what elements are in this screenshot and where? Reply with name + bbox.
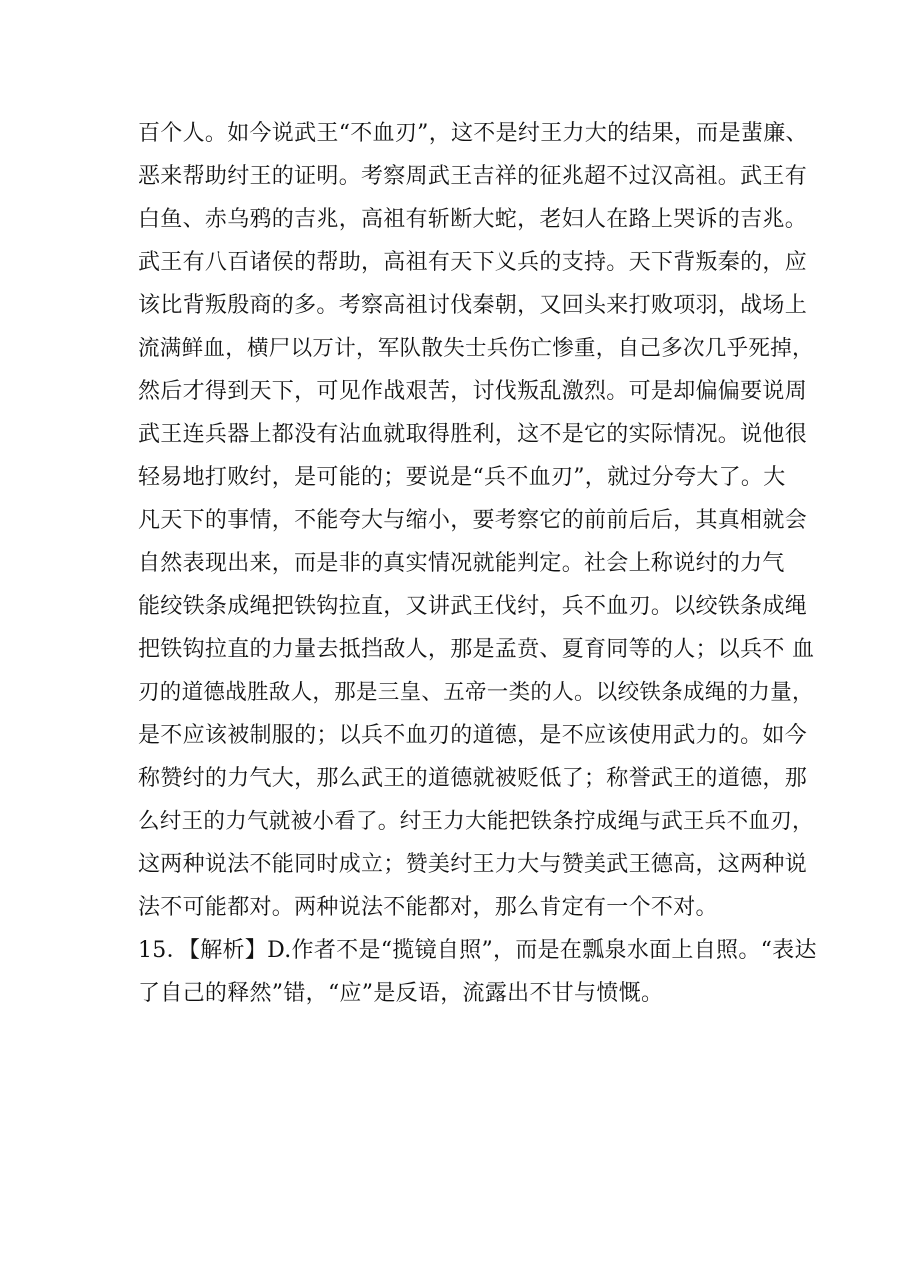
text-line: 武王有八百诸侯的帮助，高祖有天下义兵的支持。天下背叛秦的，应	[138, 250, 808, 275]
document-body	[138, 112, 817, 1015]
text-line: 法不可能都对。两种说法不能都对，那么肯定有一个不对。	[138, 895, 718, 920]
text-line: 凡天下的事情，不能夸大与缩小，要考察它的前前后后，其真相就会	[138, 508, 808, 533]
text-line: 能绞铁条成绳把铁钩拉直，又讲武王伐纣，兵不血刃。以绞铁条成绳	[138, 594, 808, 619]
text-line: 武王连兵器上都没有沾血就取得胜利，这不是它的实际情况。说他很	[138, 422, 808, 447]
text-line: 该比背叛殷商的多。考察高祖讨伐秦朝，又回头来打败项羽，战场上	[138, 293, 808, 318]
text-line: 轻易地打败纣，是可能的；要说是“兵不血刃”，就过分夸大了。大	[138, 465, 786, 490]
text-line: 称赞纣的力气大，那么武王的道德就被贬低了；称誉武王的道德，那	[138, 766, 808, 791]
text-line: 把铁钩拉直的力量去抵挡敌人，那是孟贲、夏育同等的人；以兵不 血	[138, 637, 815, 662]
text-line: 恶来帮助纣王的证明。考察周武王吉祥的征兆超不过汉高祖。武王有	[138, 164, 808, 189]
text-line: 百个人。如今说武王“不血刃”，这不是纣王力大的结果，而是蜚廉、	[138, 121, 808, 146]
text-line: 么纣王的力气就被小看了。纣王力大能把铁条拧成绳与武王兵不血刃，	[138, 809, 814, 834]
text-line: 是不应该被制服的；以兵不血刃的道德，是不应该使用武力的。如今	[138, 723, 808, 748]
answer-line: 15．【解析】D.作者不是“揽镜自照”，而是在瓢泉水面上自照。“表达	[138, 938, 817, 963]
text-line: 白鱼、赤乌鸦的吉兆，高祖有斩断大蛇，老妇人在路上哭诉的吉兆。	[138, 207, 808, 232]
text-line: 然后才得到天下，可见作战艰苦，讨伐叛乱激烈。可是却偏偏要说周	[138, 379, 808, 404]
text-line: 流满鲜血，横尸以万计，军队散失士兵伤亡惨重，自己多次几乎死掉，	[138, 336, 814, 361]
text-line: 自然表现出来，而是非的真实情况就能判定。社会上称说纣的力气	[138, 551, 785, 576]
answer-line: 了自己的释然”错，“应”是反语，流露出不甘与愤慨。	[138, 981, 664, 1006]
text-line: 这两种说法不能同时成立；赞美纣王力大与赞美武王德高，这两种说	[138, 852, 808, 877]
text-line: 刃的道德战胜敌人，那是三皇、五帝一类的人。以绞铁条成绳的力量，	[138, 680, 814, 705]
